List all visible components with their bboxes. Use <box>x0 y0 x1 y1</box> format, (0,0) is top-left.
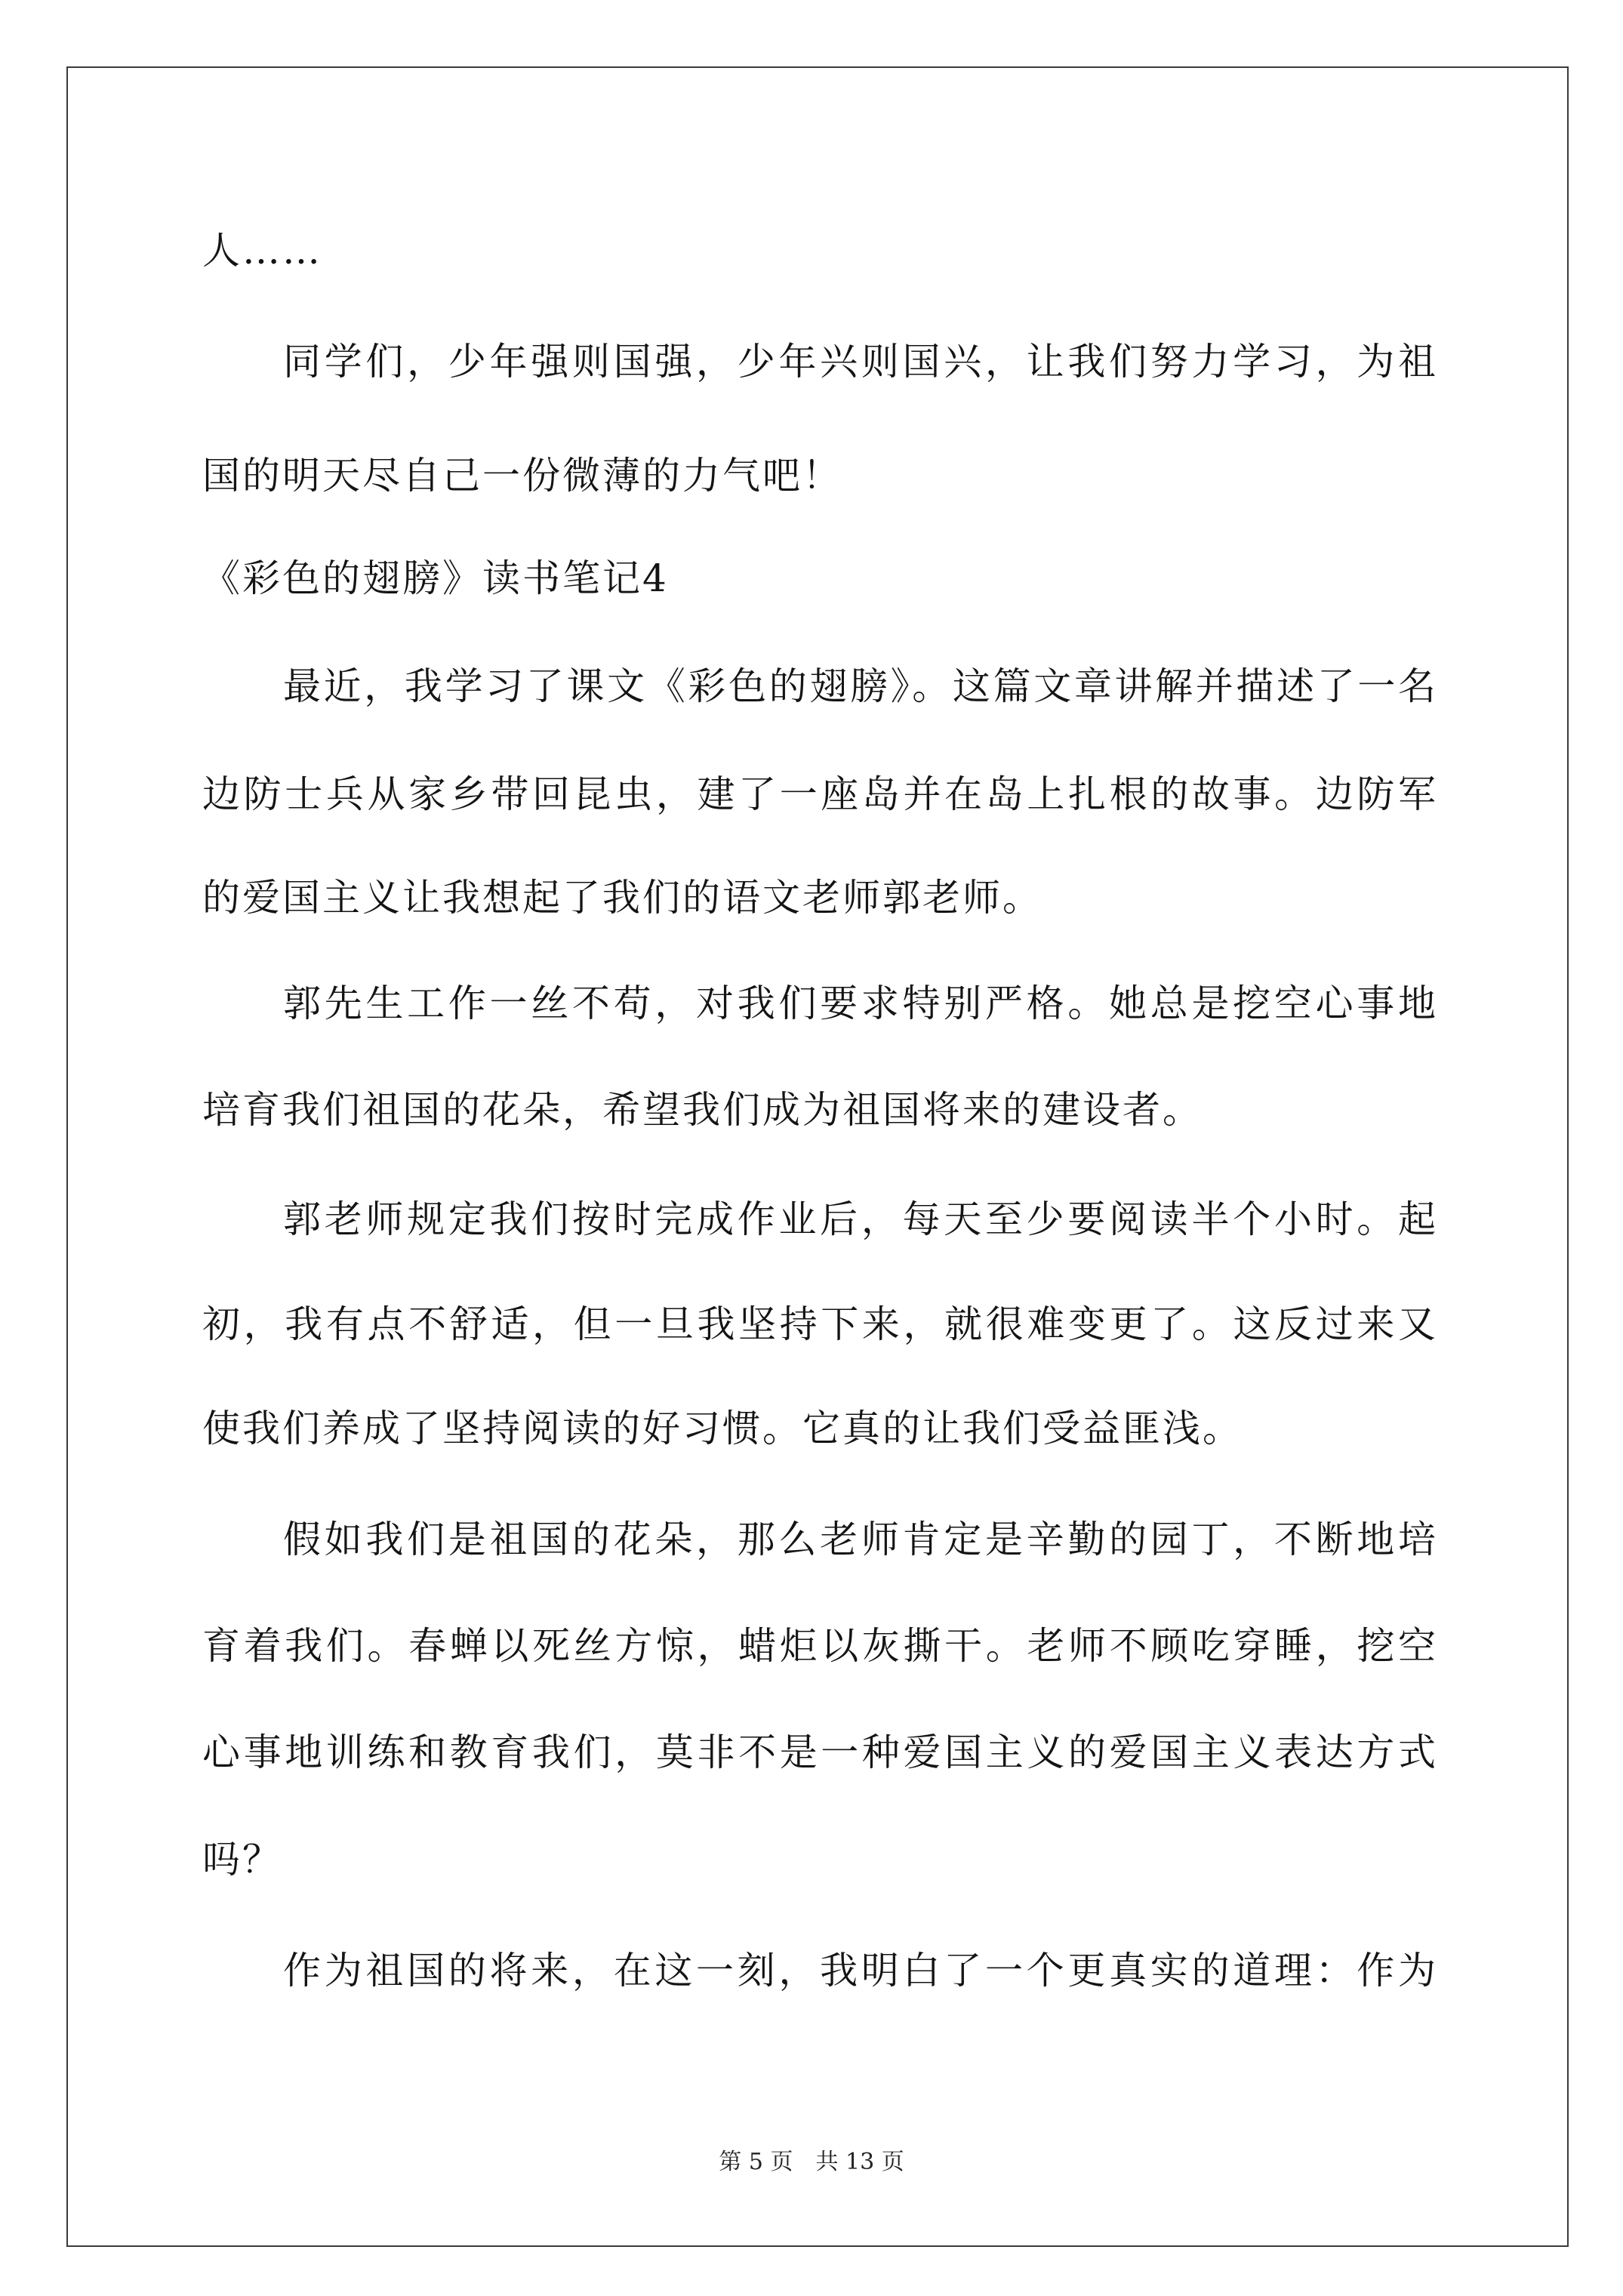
paragraph-5-line-1: 作为祖国的将来，在这一刻，我明白了一个更真实的道理：作为 <box>283 1949 1436 1992</box>
paragraph-3-line-2: 初，我有点不舒适，但一旦我坚持下来，就很难变更了。这反过来又 <box>202 1302 1436 1346</box>
section-title: 《彩色的翅膀》读书笔记4 <box>202 556 669 600</box>
paragraph-1-line-1: 最近，我学习了课文《彩色的翅膀》。这篇文章讲解并描述了一名 <box>283 664 1436 708</box>
paragraph-4-line-2: 育着我们。春蝉以死丝方惊，蜡炬以灰撕干。老师不顾吃穿睡，挖空 <box>202 1624 1436 1668</box>
paragraph-1-line-3: 的爱国主义让我想起了我们的语文老师郭老师。 <box>202 876 1042 920</box>
closing-paragraph-line-1: 同学们，少年强则国强，少年兴则国兴，让我们努力学习，为祖 <box>283 340 1436 384</box>
page-number-footer: 第 5 页 共 13 页 <box>719 2149 904 2175</box>
paragraph-4-line-3: 心事地训练和教育我们，莫非不是一种爱国主义的爱国主义表达方式 <box>202 1730 1436 1774</box>
paragraph-3-line-1: 郭老师规定我们按时完成作业后，每天至少要阅读半个小时。起 <box>283 1197 1436 1241</box>
paragraph-1-line-2: 边防士兵从家乡带回昆虫，建了一座岛并在岛上扎根的故事。边防军 <box>202 772 1436 816</box>
previous-section-tail-line: 人…… <box>202 229 322 273</box>
paragraph-2-line-1: 郭先生工作一丝不苟，对我们要求特别严格。她总是挖空心事地 <box>283 982 1436 1025</box>
closing-paragraph-line-2: 国的明天尽自己一份微薄的力气吧！ <box>202 454 842 498</box>
paragraph-2-line-2: 培育我们祖国的花朵，希望我们成为祖国将来的建设者。 <box>202 1088 1203 1132</box>
paragraph-4-line-1: 假如我们是祖国的花朵，那么老师肯定是辛勤的园丁，不断地培 <box>283 1518 1436 1561</box>
paragraph-3-line-3: 使我们养成了坚持阅读的好习惯。它真的让我们受益匪浅。 <box>202 1407 1243 1450</box>
paragraph-4-line-4: 吗？ <box>202 1838 282 1881</box>
